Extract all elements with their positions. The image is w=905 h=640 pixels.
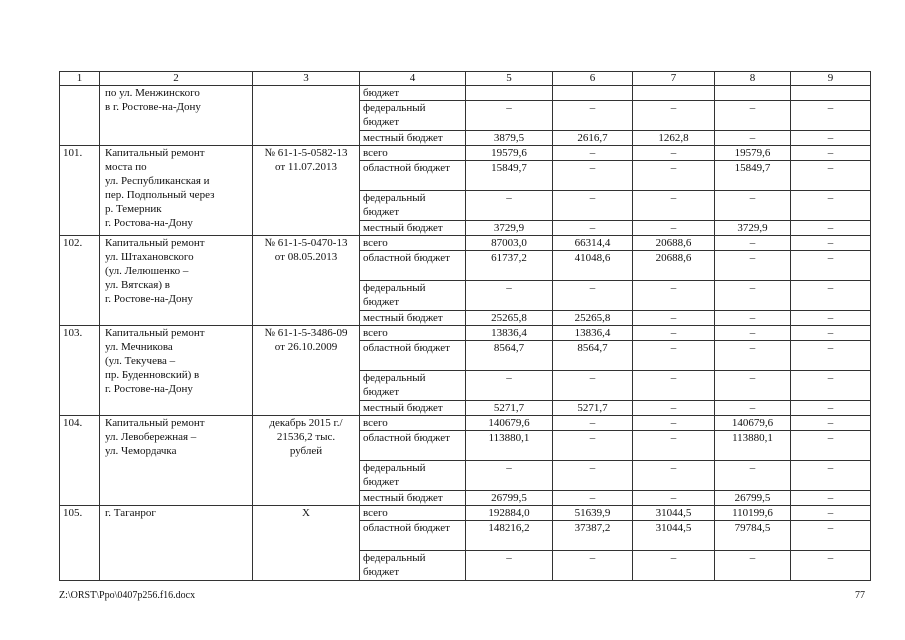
budget-source-label: всего: [360, 506, 466, 521]
amount-cell: –: [715, 371, 791, 401]
amount-cell: 113880,1: [466, 431, 553, 461]
amount-cell: –: [466, 191, 553, 221]
budget-source-label: областной бюджет: [360, 161, 466, 191]
amount-cell: –: [715, 236, 791, 251]
amount-cell: –: [633, 311, 715, 326]
object-name-line: ул. Мечникова: [105, 341, 173, 353]
object-name-line: г. Ростова-на-Дону: [105, 217, 193, 229]
object-name-line: р. Темерник: [105, 203, 162, 215]
amount-cell: –: [553, 371, 633, 401]
budget-source-label: местный бюджет: [360, 131, 466, 146]
object-name-cell: [100, 236, 253, 326]
document-reference-line: от 26.10.2009: [274, 341, 338, 353]
column-number-header: 1: [60, 72, 100, 86]
amount-cell: –: [791, 191, 871, 221]
amount-cell: –: [715, 311, 791, 326]
document-reference-line: Х: [302, 507, 310, 519]
amount-cell: 3729,9: [466, 221, 553, 236]
amount-cell: –: [553, 431, 633, 461]
amount-cell: 148216,2: [466, 521, 553, 551]
document-reference-cell: [253, 146, 360, 236]
amount-cell: –: [466, 281, 553, 311]
document-reference-line: декабрь 2015 г./: [269, 417, 343, 429]
column-number-header: 4: [360, 72, 466, 86]
document-reference-cell: [253, 326, 360, 416]
object-name-line: Капитальный ремонт: [105, 327, 205, 339]
amount-cell: –: [715, 281, 791, 311]
amount-cell: –: [633, 161, 715, 191]
amount-cell: [633, 86, 715, 101]
footer-page-number: 77: [855, 590, 865, 601]
column-number-header: 2: [100, 72, 253, 86]
amount-cell: 37387,2: [553, 521, 633, 551]
amount-cell: 19579,6: [715, 146, 791, 161]
amount-cell: –: [715, 101, 791, 131]
amount-cell: –: [633, 281, 715, 311]
amount-cell: [791, 86, 871, 101]
item-number: 105.: [60, 506, 100, 581]
amount-cell: –: [633, 341, 715, 371]
amount-cell: 2616,7: [553, 131, 633, 146]
amount-cell: –: [791, 416, 871, 431]
object-name-line: по ул. Менжинского: [105, 87, 200, 99]
budget-source-label: федеральный бюджет: [360, 371, 466, 401]
object-name-line: Капитальный ремонт: [105, 417, 205, 429]
object-name-line: ул. Чемордачка: [105, 445, 177, 457]
budget-source-label: местный бюджет: [360, 401, 466, 416]
amount-cell: –: [715, 191, 791, 221]
column-number-header: 6: [553, 72, 633, 86]
object-name-line: г. Таганрог: [105, 507, 156, 519]
column-number-header: 3: [253, 72, 360, 86]
amount-cell: –: [791, 506, 871, 521]
amount-cell: 1262,8: [633, 131, 715, 146]
footer-file-path: Z:\ORST\Ppo\0407p256.f16.docx: [59, 590, 196, 601]
column-number-header: 5: [466, 72, 553, 86]
amount-cell: –: [633, 416, 715, 431]
amount-cell: 26799,5: [715, 491, 791, 506]
budget-source-label: областной бюджет: [360, 341, 466, 371]
amount-cell: –: [791, 401, 871, 416]
table-row: [60, 146, 871, 161]
amount-cell: 79784,5: [715, 521, 791, 551]
amount-cell: –: [633, 191, 715, 221]
amount-cell: –: [791, 326, 871, 341]
object-name-line: г. Ростове-на-Дону: [105, 383, 193, 395]
column-number-header: 7: [633, 72, 715, 86]
amount-cell: 8564,7: [466, 341, 553, 371]
amount-cell: –: [791, 461, 871, 491]
budget-source-label: областной бюджет: [360, 251, 466, 281]
object-name-line: пер. Подпольный через: [105, 189, 215, 201]
object-name-line: ул. Левобережная –: [105, 431, 197, 443]
amount-cell: –: [553, 191, 633, 221]
amount-cell: –: [633, 371, 715, 401]
object-name-line: г. Ростове-на-Дону: [105, 293, 193, 305]
amount-cell: 110199,6: [715, 506, 791, 521]
amount-cell: 113880,1: [715, 431, 791, 461]
amount-cell: 3729,9: [715, 221, 791, 236]
budget-table: [59, 71, 871, 581]
amount-cell: 15849,7: [715, 161, 791, 191]
amount-cell: –: [715, 326, 791, 341]
amount-cell: 31044,5: [633, 521, 715, 551]
object-name-line: пр. Буденновский) в: [105, 369, 200, 381]
amount-cell: –: [791, 146, 871, 161]
amount-cell: –: [466, 371, 553, 401]
amount-cell: 41048,6: [553, 251, 633, 281]
object-name-line: ул. Штахановского: [105, 251, 194, 263]
budget-source-label: федеральный бюджет: [360, 551, 466, 581]
amount-cell: 13836,4: [466, 326, 553, 341]
item-number: 104.: [60, 416, 100, 506]
amount-cell: –: [553, 146, 633, 161]
amount-cell: –: [466, 551, 553, 581]
amount-cell: –: [791, 131, 871, 146]
amount-cell: –: [791, 521, 871, 551]
object-name-cell: [100, 506, 253, 581]
document-reference-line: № 61-1-5-3486-09: [264, 327, 348, 339]
column-number-header: 8: [715, 72, 791, 86]
amount-cell: –: [791, 311, 871, 326]
amount-cell: –: [633, 431, 715, 461]
table-row: [60, 416, 871, 431]
budget-source-label: федеральный бюджет: [360, 461, 466, 491]
column-number-header: 9: [791, 72, 871, 86]
object-name-cell: [100, 416, 253, 506]
amount-cell: –: [553, 281, 633, 311]
budget-source-label: всего: [360, 146, 466, 161]
item-number: 103.: [60, 326, 100, 416]
object-name-line: ул. Вятская) в: [105, 279, 170, 291]
amount-cell: 31044,5: [633, 506, 715, 521]
object-name-cell: [100, 146, 253, 236]
amount-cell: –: [715, 131, 791, 146]
amount-cell: –: [791, 341, 871, 371]
amount-cell: 8564,7: [553, 341, 633, 371]
document-reference-cell: [253, 86, 360, 146]
document-reference-line: от 11.07.2013: [274, 161, 337, 173]
amount-cell: –: [791, 371, 871, 401]
amount-cell: –: [791, 431, 871, 461]
table-row: [60, 326, 871, 341]
amount-cell: [553, 86, 633, 101]
amount-cell: –: [466, 461, 553, 491]
amount-cell: –: [466, 101, 553, 131]
object-name-line: Капитальный ремонт: [105, 147, 205, 159]
document-reference-cell: [253, 236, 360, 326]
amount-cell: –: [633, 461, 715, 491]
object-name-line: ул. Республиканская и: [105, 175, 210, 187]
amount-cell: 3879,5: [466, 131, 553, 146]
amount-cell: –: [633, 551, 715, 581]
document-reference-line: № 61-1-5-0582-13: [264, 147, 348, 159]
item-number: 101.: [60, 146, 100, 236]
document-reference-line: 21536,2 тыс.: [276, 431, 336, 443]
amount-cell: –: [715, 551, 791, 581]
amount-cell: –: [791, 551, 871, 581]
amount-cell: –: [633, 491, 715, 506]
amount-cell: 25265,8: [466, 311, 553, 326]
amount-cell: –: [715, 341, 791, 371]
header-row: [60, 72, 871, 86]
amount-cell: –: [633, 146, 715, 161]
document-reference-cell: [253, 506, 360, 581]
budget-source-label: местный бюджет: [360, 491, 466, 506]
budget-source-label: всего: [360, 326, 466, 341]
object-name-line: в г. Ростове-на-Дону: [105, 101, 201, 113]
table-row: [60, 506, 871, 521]
budget-source-label: всего: [360, 236, 466, 251]
amount-cell: –: [553, 161, 633, 191]
document-reference-line: рублей: [289, 445, 323, 457]
document-reference-line: № 61-1-5-0470-13: [264, 237, 348, 249]
budget-source-label: областной бюджет: [360, 431, 466, 461]
amount-cell: –: [791, 251, 871, 281]
amount-cell: 25265,8: [553, 311, 633, 326]
document-reference-cell: [253, 416, 360, 506]
amount-cell: 66314,4: [553, 236, 633, 251]
budget-source-label: местный бюджет: [360, 221, 466, 236]
amount-cell: 5271,7: [466, 401, 553, 416]
amount-cell: –: [553, 416, 633, 431]
amount-cell: –: [791, 221, 871, 236]
budget-source-label: областной бюджет: [360, 521, 466, 551]
amount-cell: –: [553, 101, 633, 131]
amount-cell: –: [715, 461, 791, 491]
amount-cell: –: [791, 281, 871, 311]
amount-cell: –: [791, 101, 871, 131]
budget-source-label: федеральный бюджет: [360, 101, 466, 131]
amount-cell: 20688,6: [633, 236, 715, 251]
amount-cell: –: [633, 101, 715, 131]
amount-cell: 51639,9: [553, 506, 633, 521]
item-number: 102.: [60, 236, 100, 326]
budget-source-label: федеральный бюджет: [360, 191, 466, 221]
amount-cell: –: [553, 551, 633, 581]
amount-cell: 5271,7: [553, 401, 633, 416]
amount-cell: [715, 86, 791, 101]
amount-cell: –: [791, 491, 871, 506]
amount-cell: –: [715, 401, 791, 416]
amount-cell: –: [553, 491, 633, 506]
amount-cell: –: [553, 221, 633, 236]
object-name-line: (ул. Лелюшенко –: [105, 265, 189, 277]
amount-cell: –: [633, 401, 715, 416]
amount-cell: 140679,6: [715, 416, 791, 431]
item-number: [60, 86, 100, 146]
object-name-line: моста по: [105, 161, 147, 173]
amount-cell: 87003,0: [466, 236, 553, 251]
amount-cell: –: [715, 251, 791, 281]
object-name-line: Капитальный ремонт: [105, 237, 205, 249]
amount-cell: –: [791, 236, 871, 251]
amount-cell: –: [553, 461, 633, 491]
document-reference-line: от 08.05.2013: [274, 251, 338, 263]
object-name-line: (ул. Текучева –: [105, 355, 176, 367]
budget-source-label: федеральный бюджет: [360, 281, 466, 311]
amount-cell: 20688,6: [633, 251, 715, 281]
budget-source-label: бюджет: [360, 86, 466, 101]
object-name-cell: [100, 326, 253, 416]
amount-cell: –: [633, 221, 715, 236]
amount-cell: 192884,0: [466, 506, 553, 521]
object-name-cell: [100, 86, 253, 146]
amount-cell: 61737,2: [466, 251, 553, 281]
table-row: [60, 236, 871, 251]
budget-source-label: местный бюджет: [360, 311, 466, 326]
amount-cell: 15849,7: [466, 161, 553, 191]
amount-cell: 19579,6: [466, 146, 553, 161]
amount-cell: 140679,6: [466, 416, 553, 431]
amount-cell: –: [633, 326, 715, 341]
table-row: [60, 86, 871, 101]
amount-cell: [466, 86, 553, 101]
budget-source-label: всего: [360, 416, 466, 431]
amount-cell: 26799,5: [466, 491, 553, 506]
amount-cell: 13836,4: [553, 326, 633, 341]
amount-cell: –: [791, 161, 871, 191]
